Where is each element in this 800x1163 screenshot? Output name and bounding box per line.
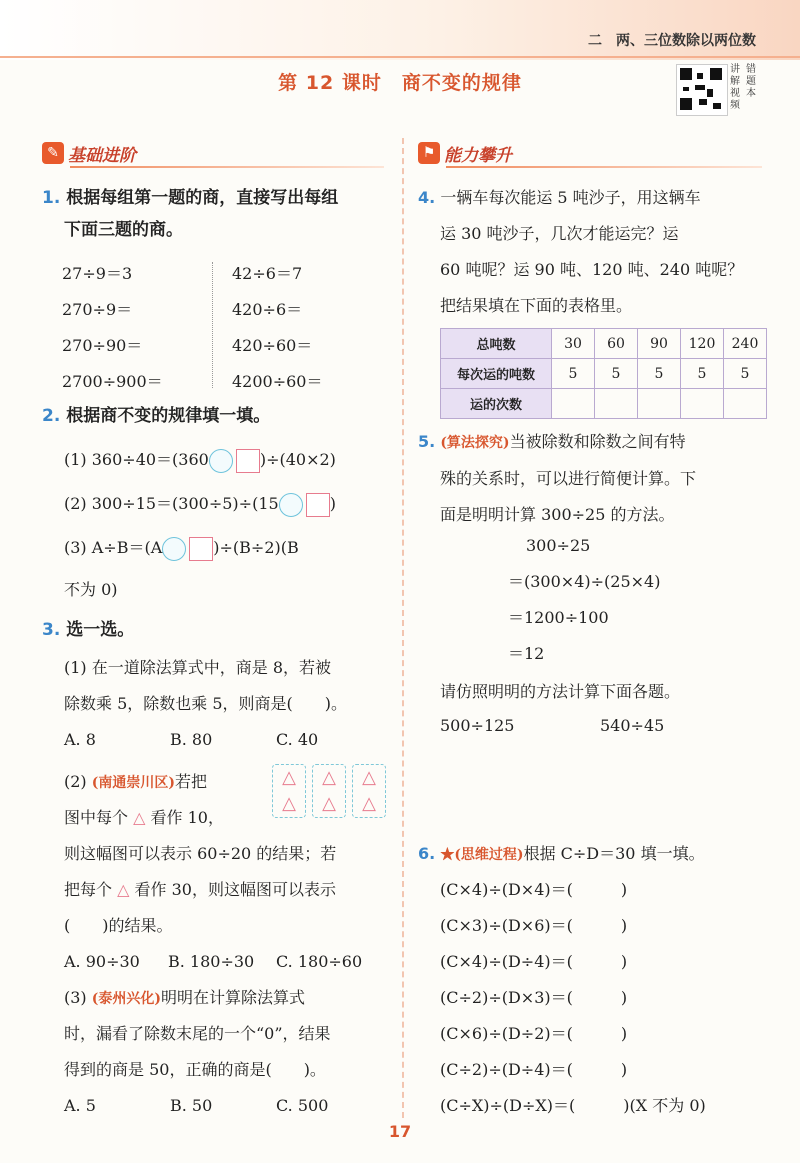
answer-cell[interactable] (724, 389, 767, 419)
right-section-header (418, 140, 512, 166)
q3-p2-line-1: (2) (南通崇川区)若把 (64, 772, 208, 791)
number-square-blank[interactable] (236, 449, 260, 473)
q3-p3-line-2: 时，漏看了除数末尾的一个“0”，结果 (64, 1024, 331, 1043)
lesson-title: 第 12 课时 商不变的规律 (278, 72, 522, 94)
q3-p2-line-3: 则这幅图可以表示 60÷20 的结果；若 (64, 844, 337, 863)
triangle-figure (272, 764, 386, 818)
option-b[interactable]: B. 80 (170, 730, 213, 749)
q3-p1-options (64, 722, 384, 758)
q5-step: ＝12 (508, 644, 545, 663)
q5-step: ＝(300×4)÷(25×4) (508, 572, 661, 591)
operator-circle-blank[interactable] (209, 449, 233, 473)
climber-icon: ⚑ (418, 142, 440, 164)
header-divider (0, 56, 800, 58)
triangle-icon: △ (322, 767, 336, 788)
answer-cell[interactable] (681, 389, 724, 419)
left-section-title: 基础进阶 (68, 145, 136, 166)
page-number: 17 (388, 1122, 412, 1141)
table-cell: 90 (638, 329, 681, 359)
right-section-underline (446, 166, 762, 168)
q6-lines (440, 872, 706, 1124)
q5-text: 5. (算法探究)当被除数和除数之间有特 殊的关系时，可以进行简便计算。下 面是明明计算 300÷25 的方法。 (418, 432, 697, 524)
q3-p1-line-2: 除数乘 5，除数也乘 5，则商是( )。 (64, 694, 348, 713)
q6-line[interactable]: (C÷2)÷(D÷4)＝( ) (440, 1060, 628, 1079)
option-c[interactable]: C. 180÷60 (276, 952, 363, 971)
q1-expr: 270÷90＝ (62, 336, 143, 355)
table-cell: 5 (681, 359, 724, 389)
option-a[interactable]: A. 5 (64, 1096, 96, 1115)
answer-cell[interactable] (595, 389, 638, 419)
table-cell: 120 (681, 329, 724, 359)
triangle-icon: △ (322, 793, 336, 814)
q6-text: 6. ★(思维过程)根据 C÷D＝30 填一填。 (418, 844, 705, 863)
q1-expr: 42÷6＝7 (232, 264, 303, 283)
q6-line[interactable]: (C×4)÷(D×4)＝( ) (440, 880, 628, 899)
q6-line[interactable]: (C÷X)÷(D÷X)＝( )(X 不为 0) (440, 1096, 706, 1115)
triangle-icon: △ (133, 808, 146, 827)
option-c[interactable]: C. 500 (276, 1096, 329, 1115)
answer-cell[interactable] (552, 389, 595, 419)
video-label: 讲解视频 (730, 64, 740, 111)
operator-circle-blank[interactable] (162, 537, 186, 561)
triangle-icon: △ (282, 767, 296, 788)
q5-step: ＝1200÷100 (508, 608, 609, 627)
qr-code-icon[interactable] (676, 64, 728, 116)
q3-p3-options (64, 1088, 384, 1124)
q5-step: 300÷25 (526, 536, 591, 555)
q3-p2-line-5: ( )的结果。 (64, 916, 173, 935)
left-section-header (42, 140, 136, 166)
q4-text: 4. 一辆车每次能运 5 吨沙子，用这辆车 运 30 吨沙子，几次才能运完？运 60 吨呢？运 90 吨、120 吨、240 吨呢？ 把结果填在下面的表格里。 (418, 188, 744, 315)
triangle-icon: △ (117, 880, 130, 899)
table-cell: 5 (638, 359, 681, 389)
q1-expr: 2700÷900＝ (62, 372, 163, 391)
triangle-group (352, 764, 386, 818)
q3-text: 3. 选一选。 (42, 620, 135, 640)
triangle-icon: △ (362, 793, 376, 814)
answer-cell[interactable] (638, 389, 681, 419)
q3-p3-line-1: (3) (泰州兴化)明明在计算除法算式 (64, 988, 306, 1007)
q4-table (440, 328, 767, 419)
row-header: 运的次数 (441, 389, 552, 419)
q1-separator (212, 262, 213, 388)
triangle-icon: △ (362, 767, 376, 788)
q2-text: 2. 根据商不变的规律填一填。 (42, 406, 271, 426)
q3-p2-options (64, 944, 384, 980)
table-row (441, 389, 767, 419)
column-divider (402, 138, 404, 1118)
option-c[interactable]: C. 40 (276, 730, 319, 749)
q1-text: 1. 根据每组第一题的商，直接写出每组 下面三题的商。 (42, 188, 339, 240)
q2-line-2: (2) 300÷15＝(300÷5)÷(15 ) (64, 486, 336, 522)
triangle-icon: △ (282, 793, 296, 814)
q2-line-4: 不为 0) (64, 580, 118, 599)
row-header: 总吨数 (441, 329, 552, 359)
q3-p2-line-4: 把每个 △ 看作 30，则这幅图可以表示 (64, 880, 336, 899)
triangle-group (312, 764, 346, 818)
option-b[interactable]: B. 180÷30 (168, 952, 255, 971)
q3-p3-line-3: 得到的商是 50，正确的商是( )。 (64, 1060, 326, 1079)
table-cell: 5 (595, 359, 638, 389)
q1-expr: 420÷6＝ (232, 300, 303, 319)
q2-line-3: (3) A÷B＝(A )÷(B÷2)(B (64, 530, 299, 566)
q1-expr: 270÷9＝ (62, 300, 133, 319)
q1-right-list (232, 256, 323, 400)
q5-steps (440, 528, 660, 672)
q6-line[interactable]: (C÷2)÷(D×3)＝( ) (440, 988, 628, 1007)
table-cell: 5 (552, 359, 595, 389)
right-section-title: 能力攀升 (444, 145, 512, 166)
q3-p1-line-1: (1) 在一道除法算式中，商是 8，若被 (64, 658, 332, 677)
q2-line-1: (1) 360÷40＝(360 )÷(40×2) (64, 442, 336, 478)
option-a[interactable]: A. 90÷30 (64, 952, 140, 971)
table-row (441, 329, 767, 359)
runner-icon: ✎ (42, 142, 64, 164)
option-b[interactable]: B. 50 (170, 1096, 213, 1115)
q1-expr: 420÷60＝ (232, 336, 313, 355)
q6-line[interactable]: (C×3)÷(D×6)＝( ) (440, 916, 628, 935)
q5-prompt: 请仿照明明的方法计算下面各题。 (440, 682, 681, 701)
triangle-group (272, 764, 306, 818)
table-cell: 5 (724, 359, 767, 389)
table-cell: 60 (595, 329, 638, 359)
q1-expr: 4200÷60＝ (232, 372, 323, 391)
table-cell: 30 (552, 329, 595, 359)
q6-line[interactable]: (C×6)÷(D÷2)＝( ) (440, 1024, 628, 1043)
operator-circle-blank[interactable] (279, 493, 303, 517)
q1-expr: 27÷9＝3 (62, 264, 133, 283)
q1-left-list (62, 256, 163, 400)
q3-p2-line-2: 图中每个 △ 看作 10， (64, 808, 224, 827)
left-section-underline (70, 166, 384, 168)
row-header: 每次运的吨数 (441, 359, 552, 389)
table-cell: 240 (724, 329, 767, 359)
option-a[interactable]: A. 8 (64, 730, 96, 749)
table-row (441, 359, 767, 389)
q5-problem: 500÷125 (440, 716, 515, 735)
q6-line[interactable]: (C×4)÷(D÷4)＝( ) (440, 952, 628, 971)
number-square-blank[interactable] (306, 493, 330, 517)
error-book-label: 错题本 (746, 64, 756, 99)
chapter-title: 二 两、三位数除以两位数 (588, 33, 756, 49)
q5-problem: 540÷45 (600, 716, 665, 735)
number-square-blank[interactable] (189, 537, 213, 561)
star-icon: ★ (440, 847, 455, 863)
